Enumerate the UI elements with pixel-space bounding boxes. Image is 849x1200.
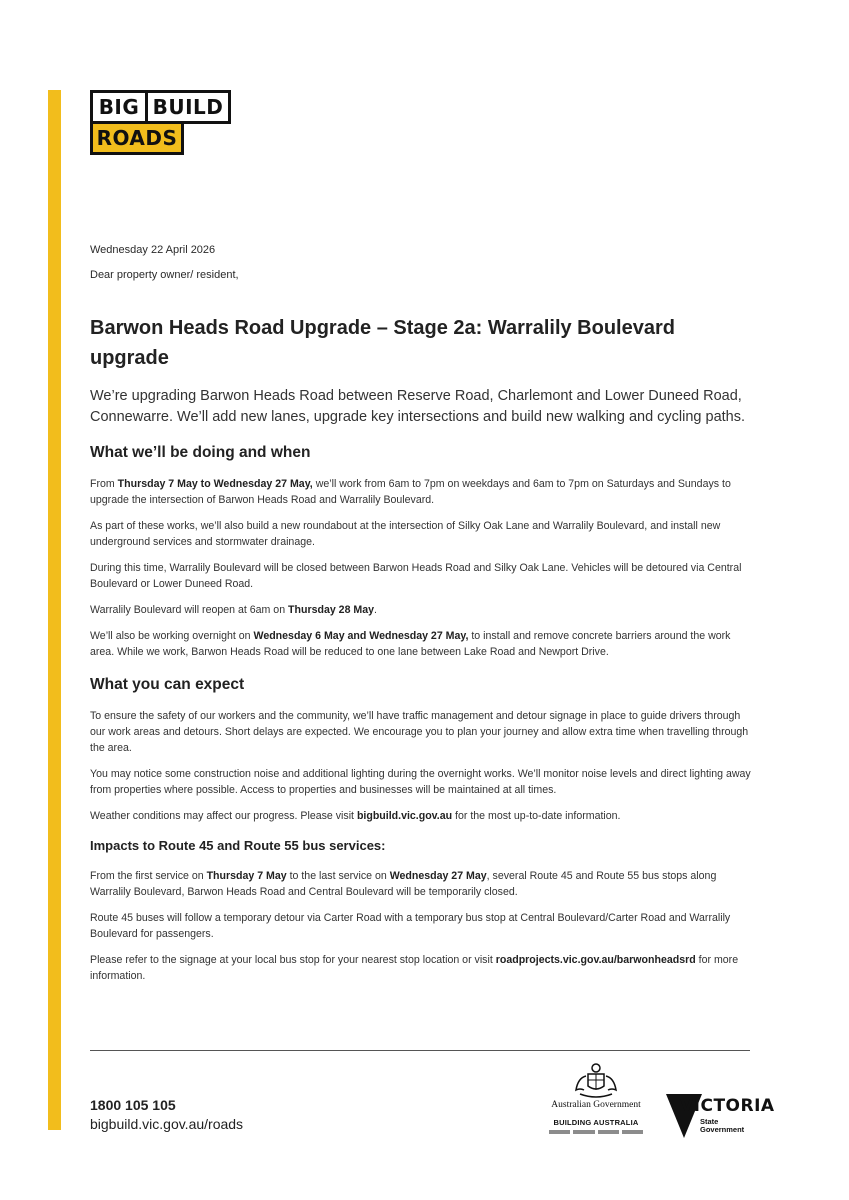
bigbuild-link[interactable]: bigbuild.vic.gov.au	[356, 810, 453, 822]
expect-paragraph-2: You may notice some construction noise and additional lighting during the overnight works. We’ll monitor noise levels and direct lighting away from properties where possible. Access to properties and businesses will be maintained at all times.	[90, 768, 751, 796]
logo-roads-text: ROADS	[90, 124, 184, 155]
section-heading-bus: Impacts to Route 45 and Route 55 bus services:	[90, 838, 386, 853]
footer-divider	[90, 1050, 750, 1051]
big-build-roads-logo	[90, 90, 233, 155]
agov-subtitle: BUILDING AUSTRALIA	[553, 1118, 639, 1127]
contact-website[interactable]: bigbuild.vic.gov.au/roads	[90, 1116, 244, 1132]
victoria-state-government-logo	[664, 1086, 775, 1142]
bus-paragraph-1: From the first service on Thursday 7 May to the last service on Wednesday 27 May, several Route 45 and Route 55 bus stops along Warralily Boulevard, Barwon Heads Road and Central Boulevard will be temporarily closed.	[90, 870, 717, 898]
works-paragraph-1: From Thursday 7 May to Wednesday 27 May, we’ll work from 6am to 7pm on weekdays and 6am to 7pm on Saturdays and Sundays to upgrade the intersection of Barwon Heads Road and Warralily Boulevard.	[90, 478, 731, 506]
contact-phone[interactable]: 1800 105 105	[90, 1097, 176, 1113]
vic-state-government-text: State Government	[700, 1117, 745, 1134]
works-paragraph-5: We’ll also be working overnight on Wednesday 6 May and Wednesday 27 May, to install and remove concrete barriers around the work area. While we work, Barwon Heads Road will be reduced to one lane between Lake Road and Newport Drive.	[90, 630, 731, 658]
logo-build-text: BUILD	[148, 90, 231, 124]
bus-paragraph-2: Route 45 buses will follow a temporary detour via Carter Road with a temporary bus stop at Central Boulevard/Carter Road and Warralily Boulevard for passengers.	[90, 912, 731, 940]
agov-stripe	[549, 1130, 643, 1134]
works-paragraph-3: During this time, Warralily Boulevard will be closed between Barwon Heads Road and Silky Oak Lane. Vehicles will be detoured via Central Boulevard or Lower Duneed Road.	[90, 562, 742, 590]
section-heading-expect: What you can expect	[90, 676, 245, 693]
letter-body	[90, 242, 752, 984]
australian-coat-of-arms-icon	[572, 1062, 620, 1098]
works-paragraph-4: Warralily Boulevard will reopen at 6am on Thursday 28 May.	[90, 604, 377, 616]
agov-title: Australian Government	[551, 1100, 641, 1110]
intro-paragraph: We’re upgrading Barwon Heads Road between Reserve Road, Charlemont and Lower Duneed Road, Connewarre. We’ll add new lanes, upgrade key intersections and build new walking and cycling paths.	[90, 388, 746, 425]
letter-date: Wednesday 22 April 2026	[90, 244, 216, 256]
section-heading-works: What we’ll be doing and when	[90, 444, 311, 461]
australian-government-logo	[544, 1062, 648, 1134]
victoria-wordmark: VICTORIA	[680, 1096, 775, 1116]
expect-paragraph-3: Weather conditions may affect our progress. Please visit bigbuild.vic.gov.au for the most up-to-date information.	[90, 810, 621, 822]
bus-paragraph-3: Please refer to the signage at your local bus stop for your nearest stop location or visit roadprojects.vic.gov.au/barwonheadsrd for more information.	[90, 954, 739, 982]
works-paragraph-2: As part of these works, we’ll also build a new roundabout at the intersection of Silky Oak Lane and Warralily Boulevard, and install new underground services and stormwater drainage.	[90, 520, 721, 548]
page-title: Barwon Heads Road Upgrade – Stage 2a: Warralily Boulevard upgrade	[90, 317, 675, 369]
salutation: Dear property owner/ resident,	[90, 269, 239, 281]
logo-big-text: BIG	[90, 90, 148, 124]
contact-block	[90, 1096, 243, 1134]
accent-side-bar	[48, 90, 61, 1130]
expect-paragraph-1: To ensure the safety of our workers and the community, we’ll have traffic management and detour signage in place to guide drivers through our work areas and detours. Short delays are expected. We encourage you to plan your journey and allow extra time when travelling through the area.	[90, 710, 749, 754]
roadprojects-link[interactable]: roadprojects.vic.gov.au/barwonheadsrd	[495, 954, 696, 966]
